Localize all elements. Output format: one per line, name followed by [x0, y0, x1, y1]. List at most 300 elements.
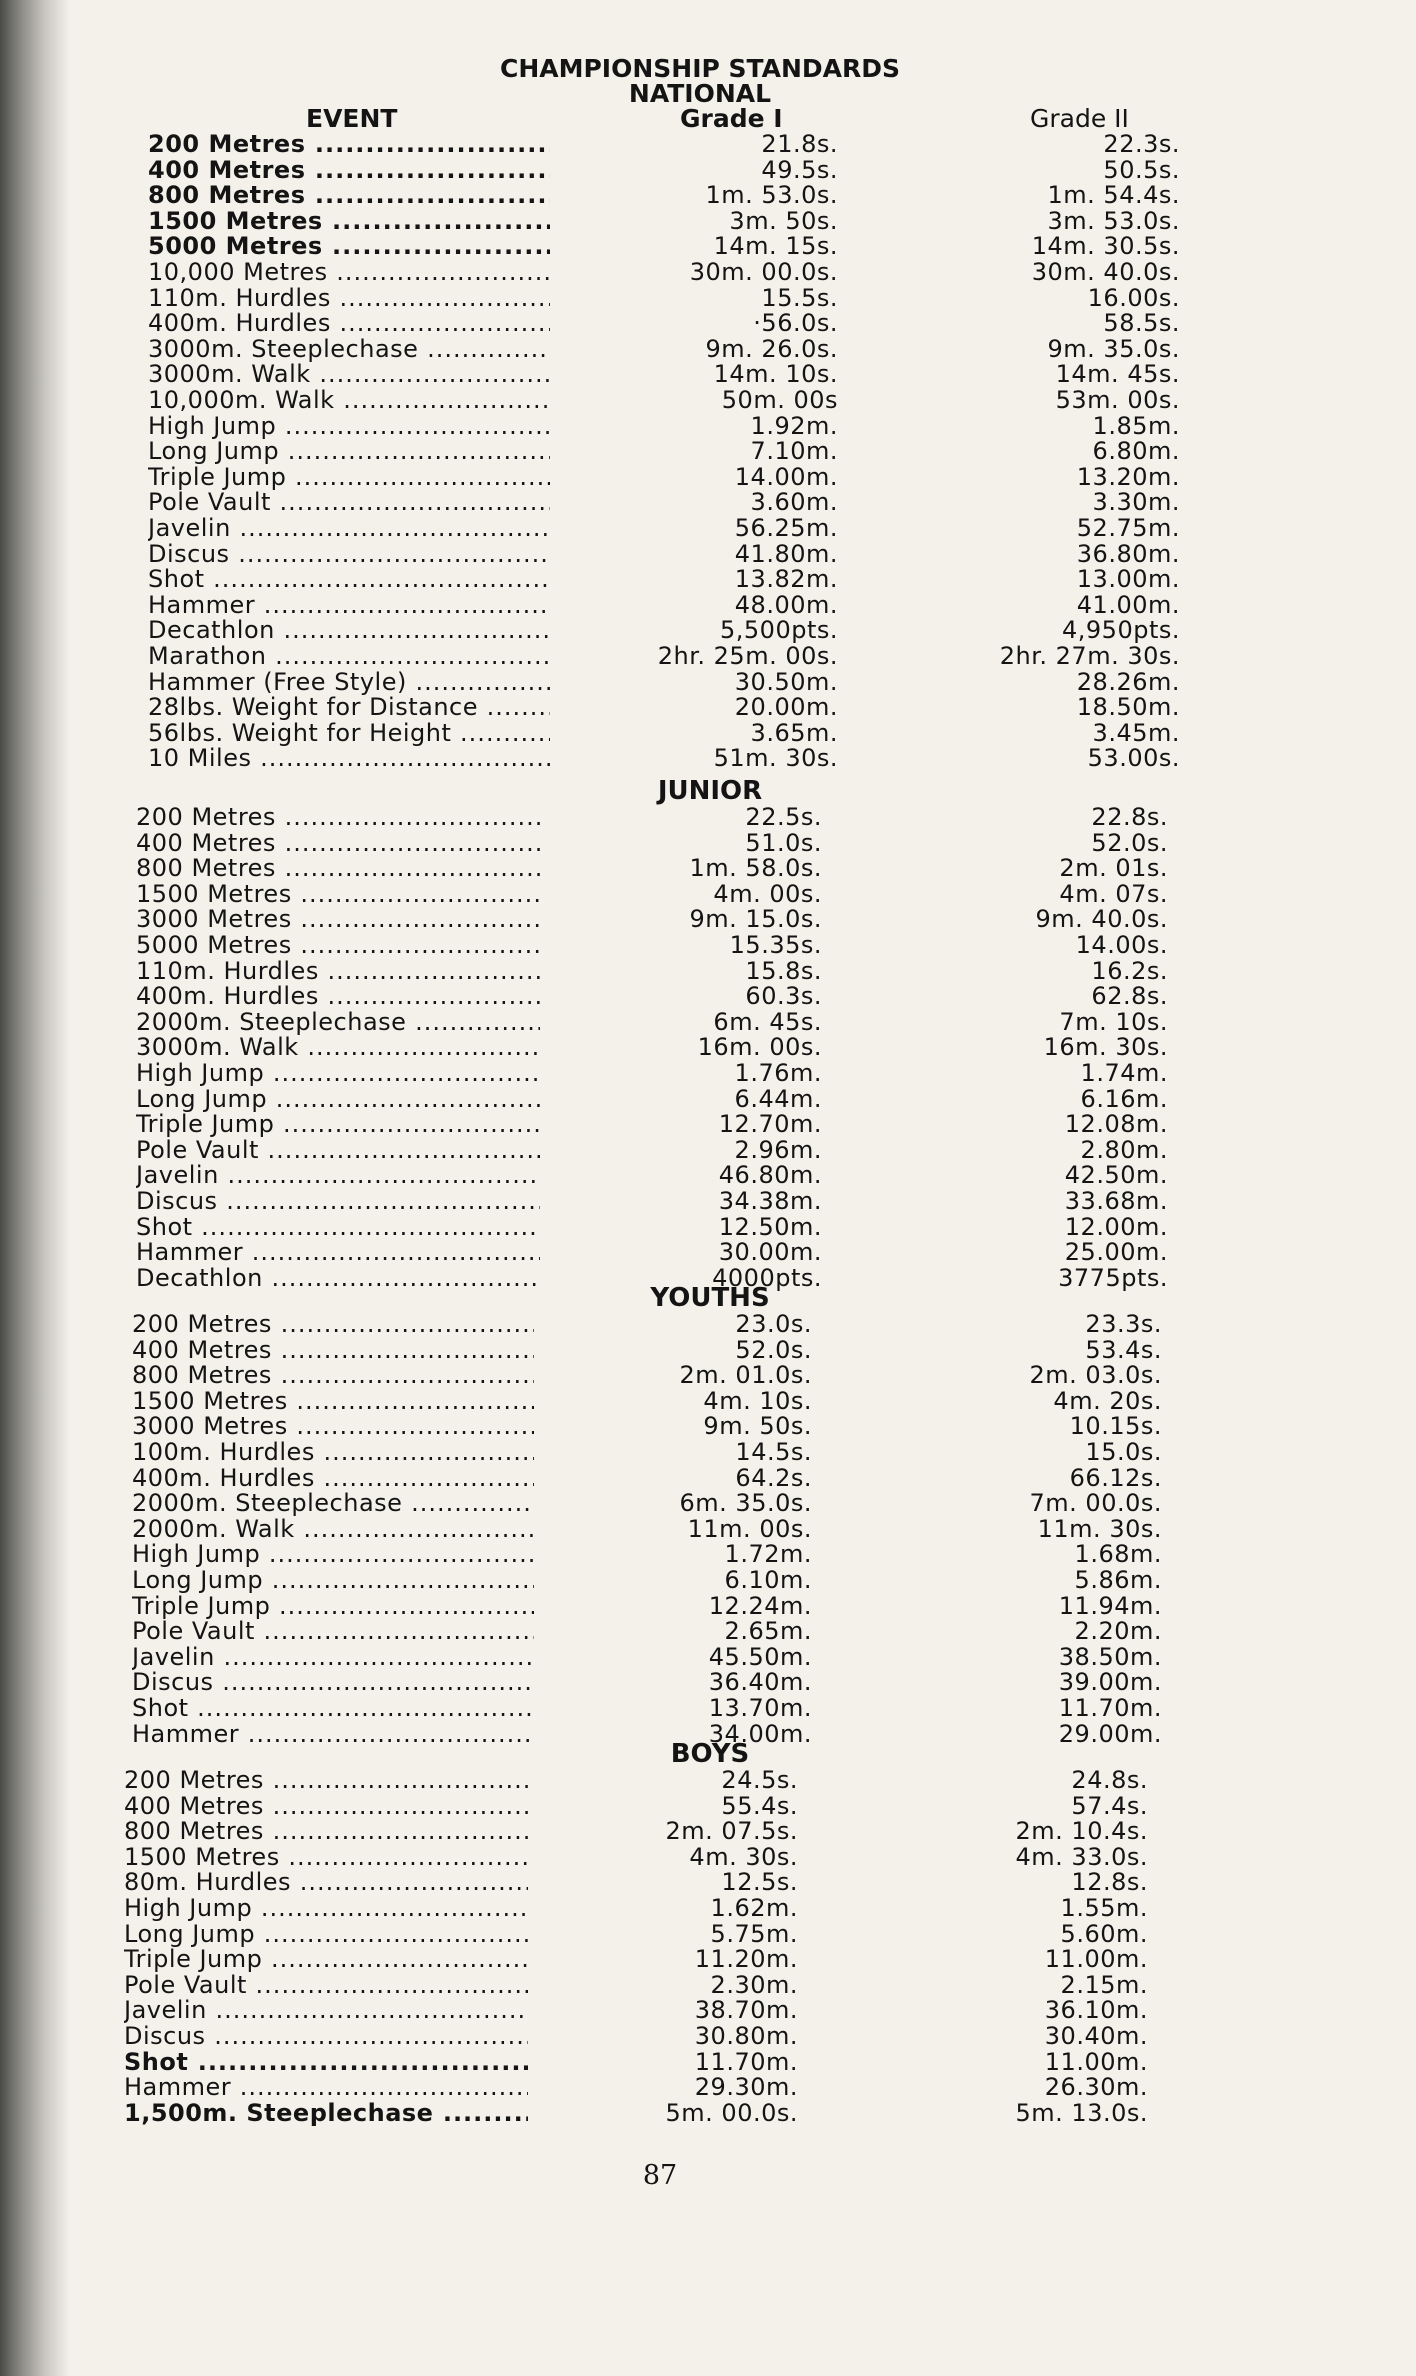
- grade2-value: 50.5s.: [1103, 155, 1180, 184]
- grade2-value: 2m. 03.0s.: [1029, 1361, 1162, 1390]
- grade1-value: 14.5s.: [735, 1438, 812, 1466]
- grade1-value: 1.76m.: [734, 1059, 822, 1087]
- event-name: 400 Metres .....: [136, 831, 540, 857]
- grade2-value: 1m. 54.4s.: [1047, 181, 1180, 210]
- grade1-value: 3.65m.: [750, 718, 838, 747]
- page-number: 87: [642, 2160, 678, 2191]
- event-name: Triple Jump .....: [132, 1594, 534, 1620]
- event-name: Hammer (Free Style) .....: [148, 670, 550, 696]
- grade1-value: 4m. 10s.: [703, 1386, 812, 1415]
- table-row: [0, 1819, 1416, 1845]
- table-row: [0, 1947, 1416, 1973]
- event-name: Marathon .....: [148, 644, 550, 670]
- grade1-value: 15.5s.: [761, 283, 838, 312]
- event-name: High Jump .....: [124, 1896, 528, 1922]
- event-name: 400m. Hurdles .....: [148, 311, 550, 337]
- table-row: [0, 1670, 1416, 1696]
- table-row: [0, 1642, 1416, 1671]
- grade1-value: 1.92m.: [750, 411, 838, 440]
- grade2-value: 52.0s.: [1091, 828, 1168, 857]
- table-row: [0, 1386, 1416, 1415]
- grade2-value: 38.50m.: [1058, 1642, 1162, 1671]
- grade2-value: 42.50m.: [1064, 1161, 1168, 1190]
- grade1-value: 1.72m.: [724, 1540, 812, 1569]
- grade2-value: 2.80m.: [1080, 1135, 1168, 1164]
- event-name: 3000m. Walk .....: [136, 1035, 540, 1061]
- event-name: Long Jump .....: [148, 439, 550, 465]
- table-row: [0, 439, 1416, 465]
- grade2-value: 7m. 00.0s.: [1029, 1489, 1162, 1518]
- event-name: Decathlon .....: [136, 1266, 540, 1292]
- grade2-value: 41.00m.: [1076, 590, 1180, 619]
- table-row: [0, 334, 1416, 363]
- event-name: 1500 Metres .....: [148, 209, 550, 235]
- grade2-value: 52.75m.: [1076, 514, 1180, 542]
- event-name: Javelin .....: [148, 516, 550, 542]
- grade2-value: 26.30m.: [1044, 2073, 1148, 2102]
- table-row: [0, 539, 1416, 568]
- grade2-value: 2hr. 27m. 30s.: [999, 642, 1180, 670]
- table-row: [0, 1514, 1416, 1543]
- event-name: Triple Jump .....: [148, 465, 550, 491]
- grade2-value: 18.50m.: [1076, 693, 1180, 722]
- event-name: Long Jump .....: [136, 1087, 540, 1113]
- grade2-value: 57.4s.: [1071, 1791, 1148, 1820]
- table-row: [0, 155, 1416, 184]
- grade1-value: 51m. 30s.: [713, 744, 838, 773]
- grade1-value: 20.00m.: [734, 693, 838, 722]
- grade2-value: 6.80m.: [1092, 437, 1180, 466]
- table-row: [0, 695, 1416, 721]
- grade2-value: 6.16m.: [1080, 1084, 1168, 1113]
- grade1-value: 2.65m.: [724, 1617, 812, 1646]
- table-row: [0, 1135, 1416, 1164]
- event-name: Decathlon .....: [148, 618, 550, 644]
- grade1-value: 14m. 10s.: [713, 360, 838, 389]
- table-row: [0, 1791, 1416, 1820]
- grade2-value: 5.60m.: [1060, 1919, 1148, 1948]
- table-row: [0, 2075, 1416, 2101]
- grade2-value: 11.94m.: [1058, 1591, 1162, 1620]
- event-name: 100m. Hurdles .....: [132, 1440, 534, 1466]
- grade1-value: 5m. 00.0s.: [665, 2098, 798, 2127]
- event-name: 10 Miles .....: [148, 746, 550, 772]
- table-row: [0, 1189, 1416, 1215]
- grade2-value: 4m. 33.0s.: [1015, 1842, 1148, 1871]
- table-row: [0, 805, 1416, 831]
- table-row: [0, 1335, 1416, 1364]
- grade1-value: 2m. 07.5s.: [665, 1817, 798, 1846]
- table-row: [0, 956, 1416, 985]
- grade1-value: 9m. 26.0s.: [705, 334, 838, 363]
- event-column-header: EVENT: [306, 104, 398, 133]
- table-row: [0, 644, 1416, 670]
- grade2-value: 9m. 40.0s.: [1035, 905, 1168, 934]
- grade1-value: 15.8s.: [745, 956, 822, 985]
- grade2-value: 1.68m.: [1074, 1540, 1162, 1569]
- page-subtitle: NATIONAL: [628, 79, 772, 108]
- page-title: CHAMPIONSHIP STANDARDS: [499, 54, 901, 83]
- grade1-value: 30.00m.: [718, 1238, 822, 1267]
- grade1-value: 2m. 01.0s.: [679, 1361, 812, 1390]
- table-row: [0, 933, 1416, 959]
- grade1-value: 2.96m.: [734, 1135, 822, 1164]
- table-row: [0, 311, 1416, 337]
- event-name: 400 Metres .....: [124, 1794, 528, 1820]
- table-row: [0, 856, 1416, 882]
- grade1-value: 12.70m.: [718, 1110, 822, 1139]
- table-row: [0, 2047, 1416, 2076]
- section-heading-boys: BOYS: [670, 1739, 750, 1769]
- event-name: 1500 Metres .....: [132, 1389, 534, 1415]
- table-row: [0, 132, 1416, 158]
- event-name: High Jump .....: [148, 414, 550, 440]
- grade1-value: 1.62m.: [710, 1894, 798, 1922]
- table-row: [0, 567, 1416, 593]
- grade1-value: 34.38m.: [718, 1187, 822, 1215]
- event-name: Triple Jump .....: [136, 1112, 540, 1138]
- table-row: [0, 718, 1416, 747]
- event-name: Discus .....: [124, 2024, 528, 2050]
- event-name: 110m. Hurdles .....: [148, 286, 550, 312]
- table-row: [0, 1112, 1416, 1138]
- table-row: [0, 362, 1416, 388]
- event-name: 5000 Metres .....: [148, 234, 550, 260]
- event-name: Pole Vault .....: [148, 490, 550, 516]
- grade2-value: 9m. 35.0s.: [1047, 334, 1180, 363]
- event-name: Pole Vault .....: [124, 1973, 528, 1999]
- event-name: Triple Jump .....: [124, 1947, 528, 1973]
- table-row: [0, 1998, 1416, 2024]
- table-row: [0, 1240, 1416, 1266]
- event-name: 28lbs. Weight for Distance .....: [148, 695, 550, 721]
- table-row: [0, 1440, 1416, 1466]
- grade1-column-header: Grade I: [680, 104, 783, 133]
- table-row: [0, 462, 1416, 491]
- grade1-value: 12.50m.: [718, 1212, 822, 1241]
- event-name: 10,000 Metres .....: [148, 260, 550, 286]
- table-row: [0, 1163, 1416, 1189]
- grade2-value: 29.00m.: [1058, 1719, 1162, 1748]
- grade2-value: 12.8s.: [1071, 1868, 1148, 1897]
- event-name: 800 Metres .....: [136, 856, 540, 882]
- grade2-value: 30.40m.: [1044, 2022, 1148, 2050]
- event-name: 200 Metres .....: [132, 1312, 534, 1338]
- grade2-value: 1.55m.: [1060, 1894, 1148, 1922]
- table-row: [0, 1970, 1416, 1999]
- grade1-value: 50m. 00s: [721, 386, 838, 414]
- event-name: 3000m. Walk .....: [148, 362, 550, 388]
- section-heading-junior: JUNIOR: [657, 776, 763, 806]
- grade1-value: 3.60m.: [750, 488, 838, 517]
- grade2-value: 28.26m.: [1076, 667, 1180, 696]
- event-name: Shot .....: [148, 567, 550, 593]
- event-name: High Jump .....: [132, 1542, 534, 1568]
- grade2-value: 15.0s.: [1085, 1438, 1162, 1466]
- grade2-value: 16m. 30s.: [1043, 1033, 1168, 1062]
- event-name: 400 Metres .....: [148, 158, 550, 184]
- table-row: [0, 1084, 1416, 1113]
- table-row: [0, 1619, 1416, 1645]
- grade1-value: 21.8s.: [761, 130, 838, 158]
- table-row: [0, 411, 1416, 440]
- grade1-value: 12.5s.: [721, 1868, 798, 1897]
- event-name: 2000m. Walk .....: [132, 1517, 534, 1543]
- event-name: 3000 Metres .....: [136, 907, 540, 933]
- grade1-value: 11.70m.: [694, 2047, 798, 2076]
- event-name: 400 Metres .....: [132, 1338, 534, 1364]
- grade2-value: 39.00m.: [1058, 1668, 1162, 1697]
- grade1-value: 60.3s.: [745, 982, 822, 1011]
- table-row: [0, 618, 1416, 644]
- grade1-value: 52.0s.: [735, 1335, 812, 1364]
- table-row: [0, 1363, 1416, 1389]
- grade1-value: 4m. 30s.: [689, 1842, 798, 1871]
- table-row: [0, 490, 1416, 516]
- grade2-value: 13.20m.: [1076, 462, 1180, 491]
- grade2-value: 7m. 10s.: [1059, 1007, 1168, 1036]
- grade2-value: 10.15s.: [1069, 1412, 1162, 1441]
- grade1-value: 1m. 58.0s.: [689, 854, 822, 883]
- table-row: [0, 2098, 1416, 2127]
- grade2-value: 12.08m.: [1064, 1110, 1168, 1139]
- grade1-value: 30m. 00.0s.: [689, 258, 838, 286]
- grade2-value: 5m. 13.0s.: [1015, 2098, 1148, 2127]
- event-name: Shot .....: [124, 2050, 528, 2076]
- grade2-value: 53m. 00s.: [1055, 386, 1180, 414]
- event-name: 2000m. Steeplechase .....: [136, 1010, 540, 1036]
- grade2-value: 22.8s.: [1091, 803, 1168, 831]
- grade1-value: 46.80m.: [718, 1161, 822, 1190]
- table-row: [0, 1061, 1416, 1087]
- grade1-value: 30.50m.: [734, 667, 838, 696]
- event-name: Javelin .....: [124, 1998, 528, 2024]
- grade2-value: 53.4s.: [1085, 1335, 1162, 1364]
- event-name: Hammer .....: [124, 2075, 528, 2101]
- event-name: 400m. Hurdles .....: [132, 1466, 534, 1492]
- grade2-value: 11m. 30s.: [1037, 1514, 1162, 1543]
- event-name: Shot .....: [136, 1215, 540, 1241]
- table-row: [0, 667, 1416, 696]
- grade1-value: 4000pts.: [712, 1263, 822, 1292]
- grade1-value: 9m. 50s.: [703, 1412, 812, 1441]
- grade2-value: 4,950pts.: [1062, 616, 1180, 645]
- table-row: [0, 1035, 1416, 1061]
- table-row: [0, 206, 1416, 235]
- grade2-value: 3m. 53.0s.: [1047, 206, 1180, 235]
- grade1-value: 3m. 50s.: [729, 206, 838, 235]
- grade1-value: 5.75m.: [710, 1919, 798, 1948]
- table-row: [0, 234, 1416, 260]
- section-heading-youths: YOUTHS: [650, 1283, 770, 1313]
- grade2-value: 1.74m.: [1080, 1059, 1168, 1087]
- table-row: [0, 183, 1416, 209]
- event-name: Pole Vault .....: [132, 1619, 534, 1645]
- grade1-value: 4m. 00s.: [713, 879, 822, 908]
- event-name: 800 Metres .....: [148, 183, 550, 209]
- grade2-value: 16.00s.: [1087, 283, 1180, 312]
- table-row: [0, 1919, 1416, 1948]
- grade1-value: 15.35s.: [729, 931, 822, 959]
- grade1-value: 5,500pts.: [720, 616, 838, 645]
- grade2-value: 25.00m.: [1064, 1238, 1168, 1267]
- table-row: [0, 828, 1416, 857]
- event-name: Javelin .....: [132, 1645, 534, 1671]
- event-name: Pole Vault .....: [136, 1138, 540, 1164]
- grade2-value: 12.00m.: [1064, 1212, 1168, 1241]
- grade1-value: 11.20m.: [694, 1945, 798, 1974]
- grade1-value: 29.30m.: [694, 2073, 798, 2102]
- event-name: 80m. Hurdles .....: [124, 1870, 528, 1896]
- grade2-value: 4m. 20s.: [1053, 1386, 1162, 1415]
- grade2-value: 14m. 30.5s.: [1031, 232, 1180, 261]
- grade1-value: 64.2s.: [735, 1463, 812, 1492]
- grade1-value: 56.25m.: [734, 514, 838, 542]
- event-name: Discus .....: [136, 1189, 540, 1215]
- grade1-value: 24.5s.: [721, 1766, 798, 1794]
- grade1-value: 30.80m.: [694, 2022, 798, 2050]
- grade1-value: 49.5s.: [761, 155, 838, 184]
- grade2-value: 22.3s.: [1103, 130, 1180, 158]
- table-row: [0, 260, 1416, 286]
- table-row: [0, 516, 1416, 542]
- event-name: 200 Metres .....: [136, 805, 540, 831]
- event-name: Hammer .....: [148, 593, 550, 619]
- grade2-value: 3.45m.: [1092, 718, 1180, 747]
- event-name: Hammer .....: [136, 1240, 540, 1266]
- table-row: [0, 1842, 1416, 1871]
- event-name: High Jump .....: [136, 1061, 540, 1087]
- grade1-value: 7.10m.: [750, 437, 838, 466]
- grade1-value: 6.10m.: [724, 1566, 812, 1594]
- grade1-value: 16m. 00s.: [697, 1033, 822, 1062]
- grade1-value: 23.0s.: [735, 1310, 812, 1338]
- grade1-value: ·56.0s.: [753, 309, 838, 338]
- event-name: 200 Metres .....: [124, 1768, 528, 1794]
- grade2-value: 58.5s.: [1103, 309, 1180, 338]
- event-name: Javelin .....: [136, 1163, 540, 1189]
- event-name: 1500 Metres .....: [124, 1845, 528, 1871]
- grade2-column-header: Grade II: [1030, 104, 1129, 133]
- grade1-value: 6.44m.: [734, 1084, 822, 1113]
- event-name: 1,500m. Steeplechase .....: [124, 2101, 528, 2127]
- event-name: 110m. Hurdles .....: [136, 959, 540, 985]
- event-name: Discus .....: [148, 542, 550, 568]
- table-row: [0, 1312, 1416, 1338]
- table-row: [0, 1212, 1416, 1241]
- table-row: [0, 746, 1416, 772]
- event-name: 200 Metres .....: [148, 132, 550, 158]
- grade1-value: 41.80m.: [734, 539, 838, 568]
- event-name: Shot .....: [132, 1696, 534, 1722]
- grade2-value: 5.86m.: [1074, 1566, 1162, 1594]
- grade1-value: 13.82m.: [734, 565, 838, 594]
- table-row: [0, 879, 1416, 908]
- event-name: 400m. Hurdles .....: [136, 984, 540, 1010]
- table-row: [0, 1696, 1416, 1722]
- grade1-value: 6m. 45s.: [713, 1007, 822, 1036]
- grade2-value: 14.00s.: [1075, 931, 1168, 959]
- grade2-value: 36.10m.: [1044, 1996, 1148, 2025]
- table-row: [0, 1568, 1416, 1594]
- grade2-value: 2m. 01s.: [1059, 854, 1168, 883]
- grade2-value: 24.8s.: [1071, 1766, 1148, 1794]
- table-row: [0, 283, 1416, 312]
- grade1-value: 11m. 00s.: [687, 1514, 812, 1543]
- grade1-value: 55.4s.: [721, 1791, 798, 1820]
- event-name: 5000 Metres .....: [136, 933, 540, 959]
- grade1-value: 2hr. 25m. 00s.: [657, 642, 838, 670]
- grade2-value: 2m. 10.4s.: [1015, 1817, 1148, 1846]
- table-row: [0, 1768, 1416, 1794]
- grade2-value: 23.3s.: [1085, 1310, 1162, 1338]
- grade2-value: 3775pts.: [1058, 1263, 1168, 1292]
- event-name: 56lbs. Weight for Height .....: [148, 721, 550, 747]
- event-name: 2000m. Steeplechase .....: [132, 1491, 534, 1517]
- grade1-value: 22.5s.: [745, 803, 822, 831]
- grade1-value: 51.0s.: [745, 828, 822, 857]
- grade1-value: 2.30m.: [710, 1970, 798, 1999]
- grade1-value: 48.00m.: [734, 590, 838, 619]
- grade1-value: 1m. 53.0s.: [705, 181, 838, 210]
- grade2-value: 13.00m.: [1076, 565, 1180, 594]
- grade2-value: 66.12s.: [1069, 1463, 1162, 1492]
- event-name: 800 Metres .....: [124, 1819, 528, 1845]
- grade2-value: 2.20m.: [1074, 1617, 1162, 1646]
- grade2-value: 11.70m.: [1058, 1694, 1162, 1722]
- table-row: [0, 1870, 1416, 1896]
- table-row: [0, 1463, 1416, 1492]
- event-name: 3000 Metres .....: [132, 1414, 534, 1440]
- event-name: Long Jump .....: [132, 1568, 534, 1594]
- grade2-value: 1.85m.: [1092, 411, 1180, 440]
- grade1-value: 12.24m.: [708, 1591, 812, 1620]
- table-row: [0, 1007, 1416, 1036]
- event-name: Hammer .....: [132, 1722, 534, 1748]
- grade1-value: 14.00m.: [734, 462, 838, 491]
- grade1-value: 9m. 15.0s.: [689, 905, 822, 934]
- grade2-value: 30m. 40.0s.: [1031, 258, 1180, 286]
- table-row: [0, 590, 1416, 619]
- table-row: [0, 1542, 1416, 1568]
- table-row: [0, 984, 1416, 1010]
- grade1-value: 13.70m.: [708, 1694, 812, 1722]
- table-row: [0, 907, 1416, 933]
- event-name: 3000m. Steeplechase .....: [148, 337, 550, 363]
- event-name: 800 Metres .....: [132, 1363, 534, 1389]
- table-row: [0, 1491, 1416, 1517]
- event-name: 1500 Metres .....: [136, 882, 540, 908]
- grade2-value: 4m. 07s.: [1059, 879, 1168, 908]
- grade2-value: 11.00m.: [1044, 1945, 1148, 1974]
- table-row: [0, 1896, 1416, 1922]
- table-row: [0, 1414, 1416, 1440]
- grade2-value: 62.8s.: [1091, 982, 1168, 1011]
- event-name: Long Jump .....: [124, 1922, 528, 1948]
- grade2-value: 33.68m.: [1064, 1187, 1168, 1215]
- grade2-value: 36.80m.: [1076, 539, 1180, 568]
- grade1-value: 45.50m.: [708, 1642, 812, 1671]
- grade2-value: 3.30m.: [1092, 488, 1180, 517]
- grade1-value: 36.40m.: [708, 1668, 812, 1697]
- grade2-value: 14m. 45s.: [1055, 360, 1180, 389]
- table-row: [0, 2024, 1416, 2050]
- grade1-value: 34.00m.: [708, 1719, 812, 1748]
- table-row: [0, 1591, 1416, 1620]
- grade2-value: 2.15m.: [1060, 1970, 1148, 1999]
- grade2-value: 16.2s.: [1091, 956, 1168, 985]
- grade1-value: 38.70m.: [694, 1996, 798, 2025]
